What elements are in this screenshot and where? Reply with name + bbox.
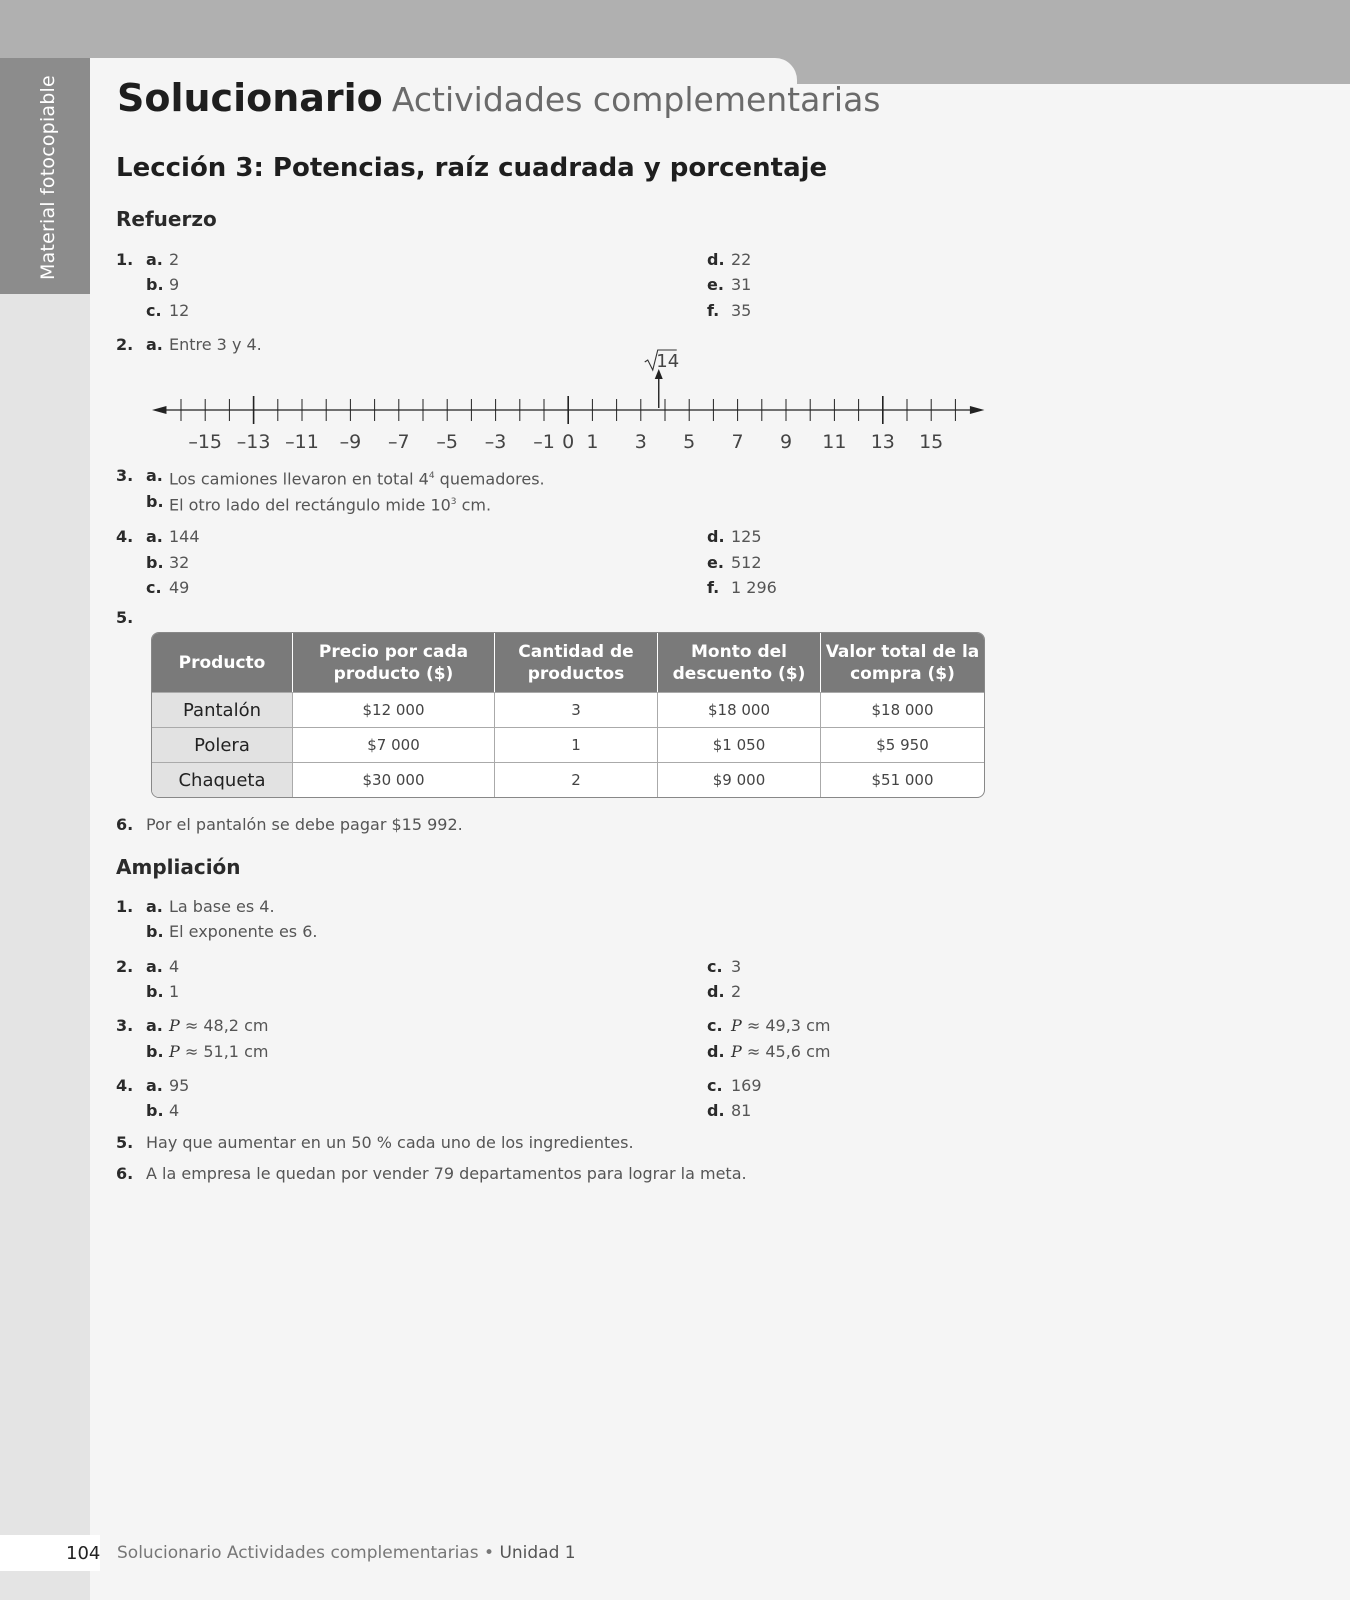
item-value: P ≈ 49,3 cm xyxy=(731,1016,831,1035)
table-cell: $1 050 xyxy=(658,727,821,762)
number-line-label: 1 xyxy=(586,431,599,453)
table-row xyxy=(152,692,984,727)
item-value: 31 xyxy=(731,275,752,294)
item-label: b. xyxy=(146,1042,164,1061)
number-line-label: –15 xyxy=(188,431,223,453)
products-table xyxy=(151,632,985,798)
section-heading-ampliacion: Ampliación xyxy=(116,855,241,879)
item-value: 95 xyxy=(169,1076,190,1095)
item-value: El exponente es 6. xyxy=(169,922,318,941)
table-cell: 1 xyxy=(495,727,658,762)
table-row xyxy=(152,727,984,762)
table-header: Cantidad de productos xyxy=(495,633,658,692)
page-title xyxy=(117,76,881,120)
item-label: d. xyxy=(707,982,725,1001)
item-value: 35 xyxy=(731,301,752,320)
table-cell: $9 000 xyxy=(658,762,821,797)
table-cell: $18 000 xyxy=(658,692,821,727)
table-cell: Chaqueta xyxy=(152,762,293,797)
number-line-label: 11 xyxy=(822,431,847,453)
content-background xyxy=(90,84,1350,1600)
question-number: 2. xyxy=(116,957,134,976)
item-value: 3 xyxy=(731,957,742,976)
table-cell: $30 000 xyxy=(293,762,495,797)
number-line-label: 7 xyxy=(731,431,744,453)
item-label: c. xyxy=(707,957,723,976)
item-value: 1 xyxy=(169,982,180,1001)
item-label: a. xyxy=(146,466,163,485)
question-number: 6. xyxy=(116,815,134,834)
number-line-label: –7 xyxy=(388,431,410,453)
table-cell: $12 000 xyxy=(293,692,495,727)
item-value: 169 xyxy=(731,1076,762,1095)
item-label: a. xyxy=(146,957,163,976)
table-cell: $51 000 xyxy=(821,762,984,797)
question-number: 4. xyxy=(116,527,134,546)
question-number: 3. xyxy=(116,466,134,485)
table-header: Precio por cada producto ($) xyxy=(293,633,495,692)
item-label: a. xyxy=(146,1016,163,1035)
item-label: b. xyxy=(146,922,164,941)
item-label: a. xyxy=(146,897,163,916)
item-label: e. xyxy=(707,553,724,572)
item-value: 22 xyxy=(731,250,752,269)
number-line-label: 9 xyxy=(779,431,793,453)
question-number: 6. xyxy=(116,1164,134,1183)
table-cell: $18 000 xyxy=(821,692,984,727)
number-line-label: –1 xyxy=(533,431,555,453)
question-number: 1. xyxy=(116,897,134,916)
question-number: 3. xyxy=(116,1016,134,1035)
item-label: f. xyxy=(707,301,720,320)
table-header: Valor total de la compra ($) xyxy=(821,633,984,692)
item-value: Entre 3 y 4. xyxy=(169,335,262,354)
item-value: 32 xyxy=(169,553,190,572)
table-header: Monto del descuento ($) xyxy=(658,633,821,692)
item-value: 144 xyxy=(169,527,200,546)
item-label: d. xyxy=(707,527,725,546)
number-line xyxy=(145,352,945,460)
item-value: P ≈ 48,2 cm xyxy=(169,1016,269,1035)
item-label: b. xyxy=(146,275,164,294)
marker-label: 14 xyxy=(656,351,680,372)
item-value: La base es 4. xyxy=(169,897,275,916)
item-label: c. xyxy=(146,301,162,320)
table-cell: Polera xyxy=(152,727,293,762)
table-cell: $5 950 xyxy=(821,727,984,762)
item-label: b. xyxy=(146,1101,164,1120)
item-label: a. xyxy=(146,1076,163,1095)
table-cell: Pantalón xyxy=(152,692,293,727)
side-tab-label: Material fotocopiable xyxy=(37,75,59,280)
item-label: b. xyxy=(146,553,164,572)
item-value: 2 xyxy=(169,250,180,269)
item-label: d. xyxy=(707,1101,725,1120)
item-label: a. xyxy=(146,527,163,546)
item-label: c. xyxy=(146,578,162,597)
item-label: c. xyxy=(707,1016,723,1035)
item-value: 2 xyxy=(731,982,742,1001)
item-value: 81 xyxy=(731,1101,752,1120)
question-number: 4. xyxy=(116,1076,134,1095)
item-value: Hay que aumentar en un 50 % cada uno de los ingredientes. xyxy=(146,1133,634,1152)
item-label: f. xyxy=(707,578,720,597)
item-label: b. xyxy=(146,492,164,511)
lesson-title: Lección 3: Potencias, raíz cuadrada y porcentaje xyxy=(116,153,828,183)
number-line-label: –11 xyxy=(285,431,319,453)
item-value: P ≈ 45,6 cm xyxy=(731,1042,831,1061)
number-line-label: –3 xyxy=(484,431,507,453)
item-value: A la empresa le quedan por vender 79 departamentos para lograr la meta. xyxy=(146,1164,747,1183)
item-value: 4 xyxy=(169,1101,180,1120)
item-value: 125 xyxy=(731,527,762,546)
number-line-label: 5 xyxy=(683,431,696,453)
item-label: a. xyxy=(146,335,163,354)
item-value: 49 xyxy=(169,578,190,597)
item-value: P ≈ 51,1 cm xyxy=(169,1042,269,1061)
page-number: 104 xyxy=(66,1543,101,1564)
table-header-row xyxy=(152,633,984,692)
footer-text: Solucionario Actividades complementarias • Unidad 1 xyxy=(117,1543,576,1563)
question-number: 2. xyxy=(116,335,134,354)
side-tab xyxy=(0,58,90,294)
table-cell: 2 xyxy=(495,762,658,797)
item-value: El otro lado del rectángulo mide $10^3$ cm. xyxy=(169,495,492,515)
table-cell: $7 000 xyxy=(293,727,495,762)
item-value: 4 xyxy=(169,957,180,976)
question-number: 1. xyxy=(116,250,134,269)
title-light: Actividades complementarias xyxy=(391,80,881,119)
number-line-label: –9 xyxy=(339,431,362,453)
item-value: 1 296 xyxy=(731,578,777,597)
item-label: d. xyxy=(707,250,725,269)
table-cell: 3 xyxy=(495,692,658,727)
number-line-label: 3 xyxy=(634,431,647,453)
question-number: 5. xyxy=(116,1133,134,1152)
question-number: 5. xyxy=(116,608,134,627)
item-value: 9 xyxy=(169,275,180,294)
number-line-labels xyxy=(188,431,943,453)
item-label: b. xyxy=(146,982,164,1001)
item-value: 12 xyxy=(169,301,190,320)
item-value: 512 xyxy=(731,553,762,572)
item-value: Por el pantalón se debe pagar $15 992. xyxy=(146,815,463,834)
number-line-label: 0 xyxy=(562,431,575,453)
item-label: c. xyxy=(707,1076,723,1095)
left-arrow-icon xyxy=(152,406,167,414)
item-value: Los camiones llevaron en total $4^4$ quemadores. xyxy=(169,469,545,489)
number-line-label: 13 xyxy=(870,431,895,453)
item-label: e. xyxy=(707,275,724,294)
number-line-label: 15 xyxy=(919,431,944,453)
table-header: Producto xyxy=(152,633,293,692)
section-heading-refuerzo: Refuerzo xyxy=(116,207,217,231)
number-line-label: –5 xyxy=(436,431,458,453)
item-label: d. xyxy=(707,1042,725,1061)
table-row xyxy=(152,762,984,797)
title-bold: Solucionario xyxy=(117,76,383,120)
item-label: a. xyxy=(146,250,163,269)
number-line-label: –13 xyxy=(236,431,271,453)
